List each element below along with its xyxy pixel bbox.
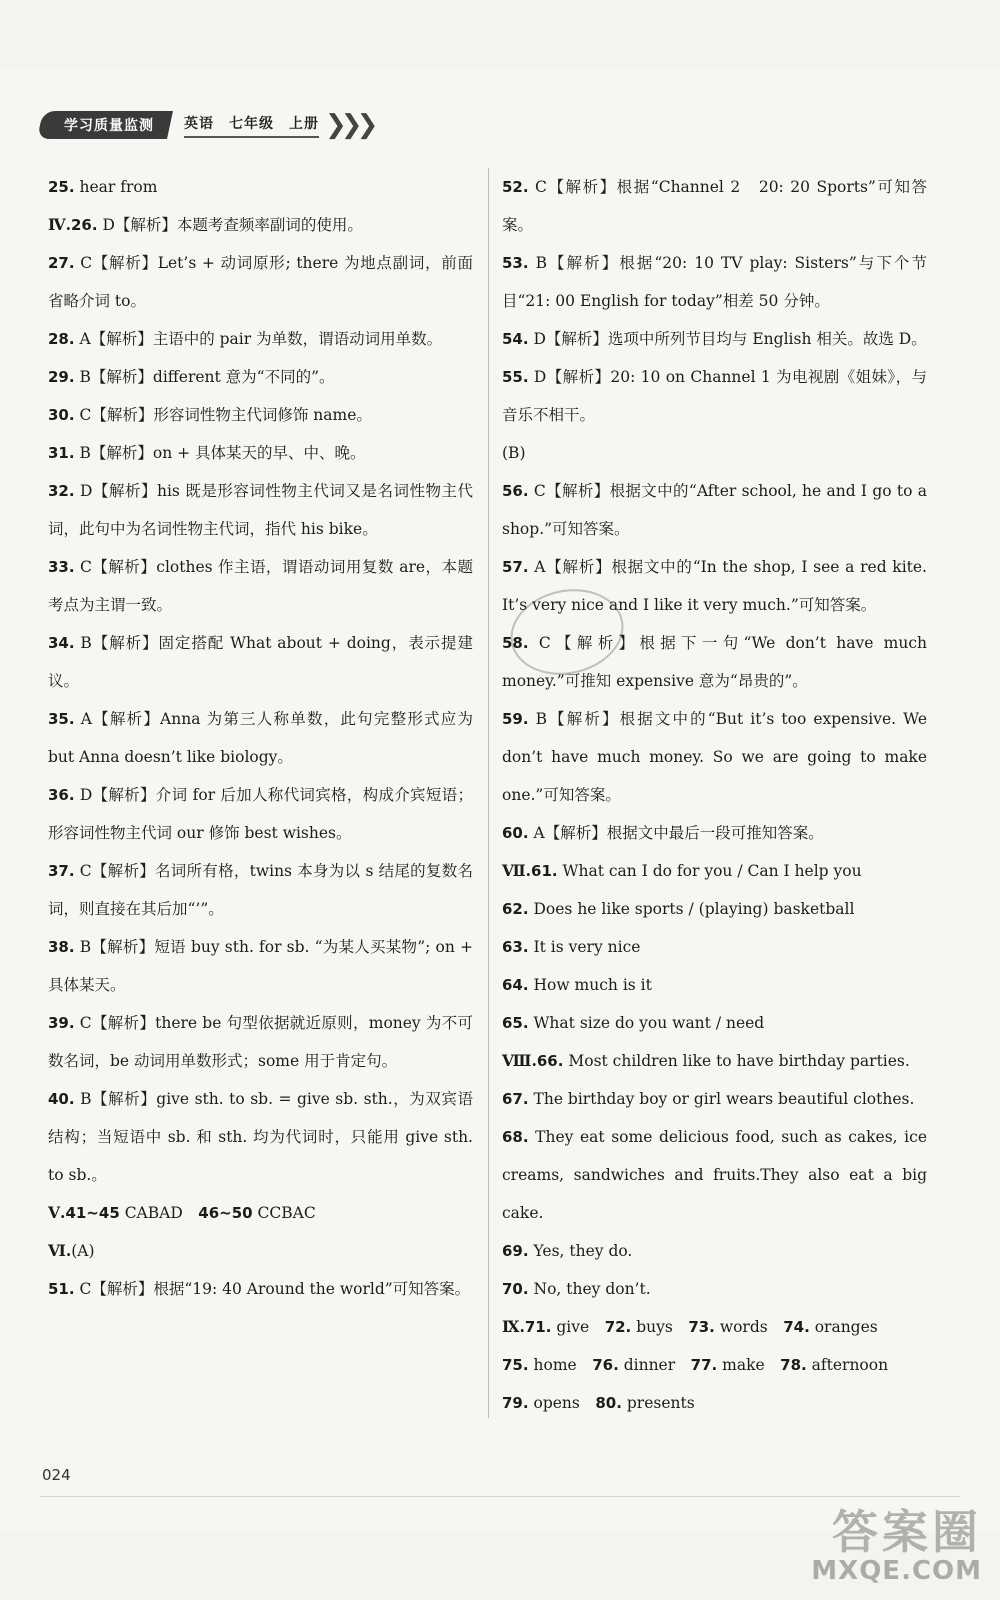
answer-text: Yes, they do. [528, 1242, 633, 1260]
question-number: 56. [502, 482, 529, 500]
question-number: 60. [502, 824, 529, 842]
answer-item [48, 776, 473, 852]
answer-item [48, 206, 473, 244]
question-number: 79. [502, 1394, 529, 1412]
answer-item [502, 320, 927, 358]
answer-text: They eat some delicious food, such as cakes, ice creams, sandwiches and fruits.They also eat a big cake. [502, 1128, 927, 1222]
question-number: 68. [502, 1128, 529, 1146]
answer-text: It is very nice [528, 938, 641, 956]
column-divider [488, 168, 489, 1418]
answer-item [502, 966, 927, 1004]
answer-text: B【解析】give sth. to sb. = give sb. sth.，为双宾语结构；当短语中 sb. 和 sth. 均为代词时，只能用 give sth. to sb.。 [48, 1090, 473, 1184]
footer-divider [40, 1496, 960, 1497]
question-number: 70. [502, 1280, 529, 1298]
answer-item [48, 1194, 473, 1232]
left-column [48, 168, 473, 1308]
answer-text: A【解析】Anna 为第三人称单数，此句完整形式应为 but Anna doesn’t like biology。 [48, 710, 473, 766]
answer-item [48, 700, 473, 776]
question-number: 26. [71, 216, 98, 234]
page-number: 024 [42, 1466, 71, 1484]
question-number: 32. [48, 482, 75, 500]
answer-text: D【解析】his 既是形容词性物主代词又是名词性物主代词，此句中为名词性物主代词，指代 his bike。 [48, 482, 473, 538]
answer-text: presents [621, 1394, 695, 1412]
answer-item [48, 852, 473, 928]
answer-item [502, 1270, 927, 1308]
question-number: 38. [48, 938, 75, 956]
answer-text: C【解析】形容词性物主代词修饰 name。 [74, 406, 372, 424]
answer-item [502, 1118, 927, 1232]
answer-item [48, 548, 473, 624]
question-number: 59. [502, 710, 529, 728]
answer-text: C【解析】根据“Channel 2 20: 20 Sports”可知答案。 [502, 178, 927, 234]
question-number: 39. [48, 1014, 75, 1032]
header-tag: 学习质量监测 [37, 111, 173, 139]
answer-item [48, 434, 473, 472]
section-marker: Ⅵ. [48, 1241, 72, 1260]
answer-text: C【解析】Let’s + 动词原形; there 为地点副词，前面省略介词 to。 [48, 254, 473, 310]
question-number: 67. [502, 1090, 529, 1108]
question-number: 75. [502, 1356, 529, 1374]
page-header [40, 108, 372, 142]
question-number: 40. [48, 1090, 75, 1108]
section-marker: Ⅶ. [502, 861, 532, 880]
question-number: 57. [502, 558, 529, 576]
answer-text: words [714, 1318, 784, 1336]
answer-text: Most children like to have birthday parties. [563, 1052, 910, 1070]
answer-item [48, 1004, 473, 1080]
question-number: 31. [48, 444, 75, 462]
answer-item [502, 928, 927, 966]
question-number: 52. [502, 178, 529, 196]
question-number: 66. [536, 1052, 564, 1070]
answer-item [48, 1270, 473, 1308]
watermark-logo-text: 答案圈 [832, 1505, 982, 1559]
question-number: 74. [783, 1318, 810, 1336]
answer-item [48, 168, 473, 206]
question-number: 73. [688, 1318, 715, 1336]
answer-text: B【解析】短语 buy sth. for sb. “为某人买某物”; on + 具体某天。 [48, 938, 473, 994]
answer-item [502, 852, 927, 890]
answer-item [48, 1080, 473, 1194]
answer-text: buys [631, 1318, 689, 1336]
question-number: 71. [524, 1318, 552, 1336]
answer-item [48, 396, 473, 434]
answer-text: afternoon [806, 1356, 889, 1374]
header-subtitle: 英语 七年级 上册 [184, 113, 319, 138]
question-number: 72. [604, 1318, 632, 1336]
answer-text: D【解析】20: 10 on Channel 1 为电视剧《姐妹》，与音乐不相干。 [502, 368, 927, 424]
section-marker: Ⅸ. [502, 1317, 525, 1336]
question-number: 63. [502, 938, 529, 956]
question-number: 61. [531, 862, 558, 880]
answer-item [502, 700, 927, 814]
question-number: 28. [48, 330, 75, 348]
answer-text: C【解析】根据“19: 40 Around the world”可知答案。 [74, 1280, 471, 1298]
answer-item [502, 1232, 927, 1270]
question-number: 35. [48, 710, 75, 728]
answer-item [502, 890, 927, 928]
answer-text: What size do you want / need [528, 1014, 765, 1032]
answer-text: make [717, 1356, 781, 1374]
question-number: 58. [502, 634, 529, 652]
answer-text: How much is it [528, 976, 652, 994]
answer-item [502, 244, 927, 320]
right-column [502, 168, 927, 1422]
answer-text: No, they don’t. [528, 1280, 651, 1298]
answer-text: CCBAC [252, 1204, 316, 1222]
question-number: 76. [592, 1356, 619, 1374]
question-number: 34. [48, 634, 75, 652]
answer-text: B【解析】different 意为“不同的”。 [74, 368, 335, 386]
answer-text: give [551, 1318, 605, 1336]
question-number: 80. [595, 1394, 622, 1412]
chevron-right-icon: ❯❯❯ [325, 110, 373, 140]
answer-text: A【解析】根据文中最后一段可推知答案。 [528, 824, 824, 842]
answer-text: D【解析】介词 for 后加人称代词宾格，构成介宾短语；形容词性物主代词 our 修饰 best wishes。 [48, 786, 473, 842]
answer-text: (A) [71, 1242, 95, 1260]
answer-item [502, 1004, 927, 1042]
answer-text: C【解析】根据下一句“We don’t have much money.”可推知 expensive 意为“昂贵的”。 [502, 634, 927, 690]
answer-item [48, 472, 473, 548]
answer-text: Does he like sports / (playing) basketball [528, 900, 855, 918]
answer-text: opens [528, 1394, 596, 1412]
answer-text: B【解析】on + 具体某天的早、中、晚。 [74, 444, 366, 462]
question-number: 69. [502, 1242, 529, 1260]
answer-item [48, 244, 473, 320]
answer-item [48, 928, 473, 1004]
answer-text: C【解析】名词所有格，twins 本身为以 s 结尾的复数名词，则直接在其后加“’”。 [48, 862, 473, 918]
question-number: 62. [502, 900, 529, 918]
question-number: 51. [48, 1280, 75, 1298]
answer-item [502, 814, 927, 852]
answer-item [48, 1232, 473, 1270]
answer-item [502, 168, 927, 244]
question-number: 78. [780, 1356, 807, 1374]
question-number: 54. [502, 330, 529, 348]
question-number: 53. [502, 254, 529, 272]
question-number: 25. [48, 178, 75, 196]
answer-text: D【解析】本题考查频率副词的使用。 [97, 216, 363, 234]
question-number: 29. [48, 368, 75, 386]
answer-text: What can I do for you / Can I help you [557, 862, 862, 880]
answer-text: B【解析】根据“20: 10 TV play: Sisters”与下个节目“21: 00 English for today”相差 50 分钟。 [502, 254, 927, 310]
question-number: 36. [48, 786, 75, 804]
answer-item [502, 472, 927, 548]
answer-item [48, 624, 473, 700]
question-number: 77. [690, 1356, 718, 1374]
answer-item [502, 358, 927, 434]
answer-item [48, 358, 473, 396]
question-number: 64. [502, 976, 529, 994]
answer-text: C【解析】clothes 作主语，谓语动词用复数 are，本题考点为主谓一致。 [48, 558, 473, 614]
answer-text: C【解析】根据文中的“After school, he and I go to a shop.”可知答案。 [502, 482, 927, 538]
question-number: 65. [502, 1014, 529, 1032]
answer-text: The birthday boy or girl wears beautiful clothes. [528, 1090, 915, 1108]
answer-item [502, 1346, 927, 1384]
question-number: 27. [48, 254, 75, 272]
answer-item [502, 1080, 927, 1118]
answer-item [502, 1042, 927, 1080]
question-number: 30. [48, 406, 75, 424]
section-marker: Ⅳ. [48, 215, 71, 234]
site-watermark [811, 1505, 982, 1586]
answer-text: B【解析】根据文中的“But it’s too expensive. We don’t have much money. So we are going to make one.”可知答案。 [502, 710, 927, 804]
answer-text: C【解析】there be 句型依据就近原则，money 为不可数名词，be 动词用单数形式；some 用于肯定句。 [48, 1014, 473, 1070]
section-marker: Ⅴ. [48, 1203, 66, 1222]
answer-text: oranges [809, 1318, 878, 1336]
answer-text: dinner [618, 1356, 691, 1374]
answer-text: A【解析】主语中的 pair 为单数，谓语动词用单数。 [74, 330, 443, 348]
answer-text: B【解析】固定搭配 What about + doing，表示提建议。 [48, 634, 473, 690]
question-number: 33. [48, 558, 75, 576]
question-number: 41~45 [65, 1204, 120, 1222]
answer-text: A【解析】根据文中的“In the shop, I see a red kite. It’s very nice and I like it very much.”可知答案。 [502, 558, 927, 614]
answer-text: D【解析】选项中所列节目均与 English 相关。故选 D。 [528, 330, 927, 348]
answer-text: home [528, 1356, 593, 1374]
watermark-url-text: MXQE.COM [811, 1556, 982, 1586]
question-number: 37. [48, 862, 75, 880]
answer-item [502, 1308, 927, 1346]
answer-item [502, 434, 927, 472]
answer-text: hear from [74, 178, 158, 196]
answer-item [48, 320, 473, 358]
question-number: 55. [502, 368, 529, 386]
answer-text: (B) [502, 444, 526, 462]
section-marker: Ⅷ. [502, 1051, 537, 1070]
question-number: 46~50 [198, 1204, 253, 1222]
answer-item [502, 1384, 927, 1422]
answer-text: CABAD [119, 1204, 199, 1222]
